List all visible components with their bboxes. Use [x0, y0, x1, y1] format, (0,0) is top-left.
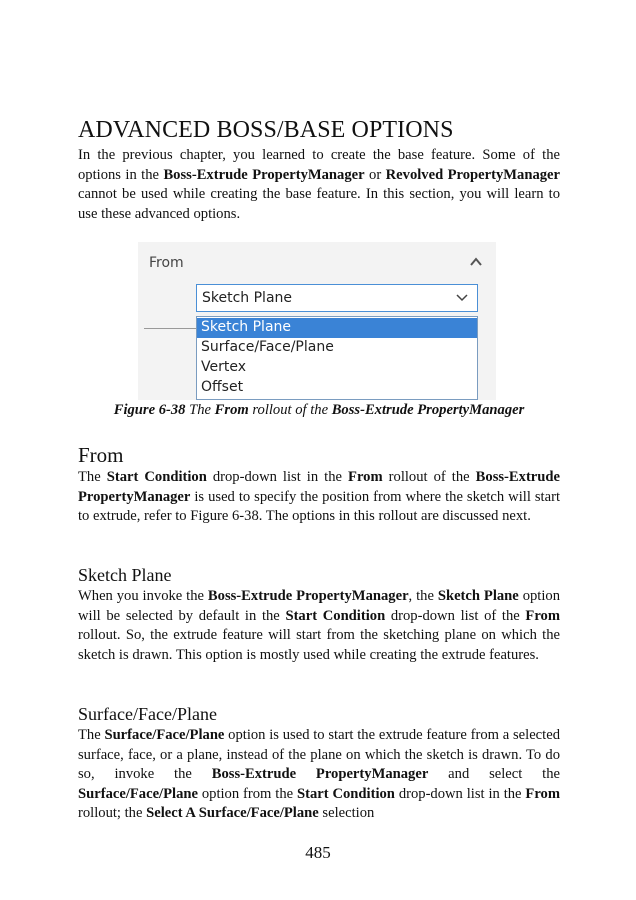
text-run: rollout; the [78, 805, 147, 822]
bold-term: From [348, 469, 383, 485]
bold-term: Start Condition [296, 785, 395, 802]
sketch-plane-paragraph [78, 587, 560, 665]
option-offset[interactable] [197, 378, 477, 398]
text-run: The [78, 727, 105, 743]
option-surface-face-plane[interactable] [197, 338, 477, 358]
divider [144, 328, 196, 329]
figure-caption [78, 402, 560, 419]
sketch-plane-heading: Sketch Plane [78, 565, 172, 585]
figure-number: Figure 6-38 [113, 402, 186, 418]
text-run: The [185, 402, 215, 418]
rollout-title: From [149, 255, 184, 271]
from-heading: From [78, 443, 124, 467]
page-number: 485 [305, 843, 331, 862]
bold-term: From [214, 402, 249, 418]
text-run: or [364, 166, 386, 183]
option-sketch-plane[interactable] [197, 318, 477, 338]
bold-term: Select A Surface/Face/Plane [146, 805, 319, 822]
text-run: cannot be used while creating the base feature. In this section, you will learn to use these advanced options. [78, 186, 560, 222]
start-condition-list [196, 316, 478, 400]
text-run: In the previous chapter, you learned to create the base feature. Some of the options in the [78, 147, 560, 183]
option-label: Surface/Face/Plane [201, 339, 334, 355]
bold-term: From [525, 785, 560, 802]
text-run: selection [318, 805, 375, 822]
bold-term: Boss-Extrude PropertyManager [211, 766, 429, 783]
bold-term: From [525, 607, 560, 624]
text-run: rollout of the [382, 469, 476, 485]
bold-term: Boss-Extrude PropertyManager [163, 166, 365, 183]
text-run: , the [408, 588, 438, 604]
text-run: rollout. So, the extrude feature will start from the sketching plane on which the sketch is drawn. This option is mostly used while creating the extrude features. [78, 627, 560, 663]
chevron-down-icon [456, 293, 468, 303]
bold-term: Boss-Extrude PropertyManager [78, 469, 560, 505]
text-run: rollout of the [248, 402, 332, 418]
bold-term: Boss-Extrude PropertyManager [331, 402, 525, 418]
bold-term: Start Condition [285, 607, 386, 624]
option-label: Offset [201, 379, 244, 395]
start-condition-select[interactable] [196, 284, 478, 312]
bold-term: Revolved PropertyManager [385, 166, 560, 183]
text-run: The [78, 469, 107, 485]
chevron-up-icon[interactable] [468, 254, 484, 270]
text-run: and select the [428, 766, 560, 783]
bold-term: Surface/Face/Plane [78, 785, 198, 802]
section-heading: ADVANCED BOSS/BASE OPTIONS [78, 117, 454, 143]
text-run: When you invoke the [78, 588, 208, 604]
option-label: Vertex [201, 359, 247, 375]
surface-face-plane-paragraph [78, 726, 560, 824]
surface-face-plane-heading: Surface/Face/Plane [78, 704, 217, 724]
option-vertex[interactable] [197, 358, 477, 378]
option-label: Sketch Plane [201, 319, 292, 335]
bold-term: Surface/Face/Plane [104, 727, 225, 743]
intro-paragraph [78, 146, 560, 224]
bold-term: Start Condition [106, 469, 207, 485]
from-paragraph [78, 468, 560, 527]
text-run: option will be selected by default in the [78, 588, 560, 624]
text-run: option from the [197, 785, 297, 802]
text-run: option is used to start the extrude feature from a selected surface, face, or a plane, instead of the plane on which the sketch is drawn. To do so, invoke the [78, 727, 560, 783]
figure-from-rollout [138, 242, 496, 400]
bold-term: Sketch Plane [437, 588, 519, 604]
text-run: is used to specify the position from where the sketch will start to extrude, refer to Figure 6-38. The options in this rollout are discussed next. [78, 488, 560, 525]
text-run: drop-down list in the [394, 785, 526, 802]
select-value: Sketch Plane [202, 290, 293, 306]
text-run: drop-down list in the [206, 469, 349, 485]
text-run: drop-down list of the [385, 607, 526, 624]
bold-term: Boss-Extrude PropertyManager [207, 588, 409, 604]
